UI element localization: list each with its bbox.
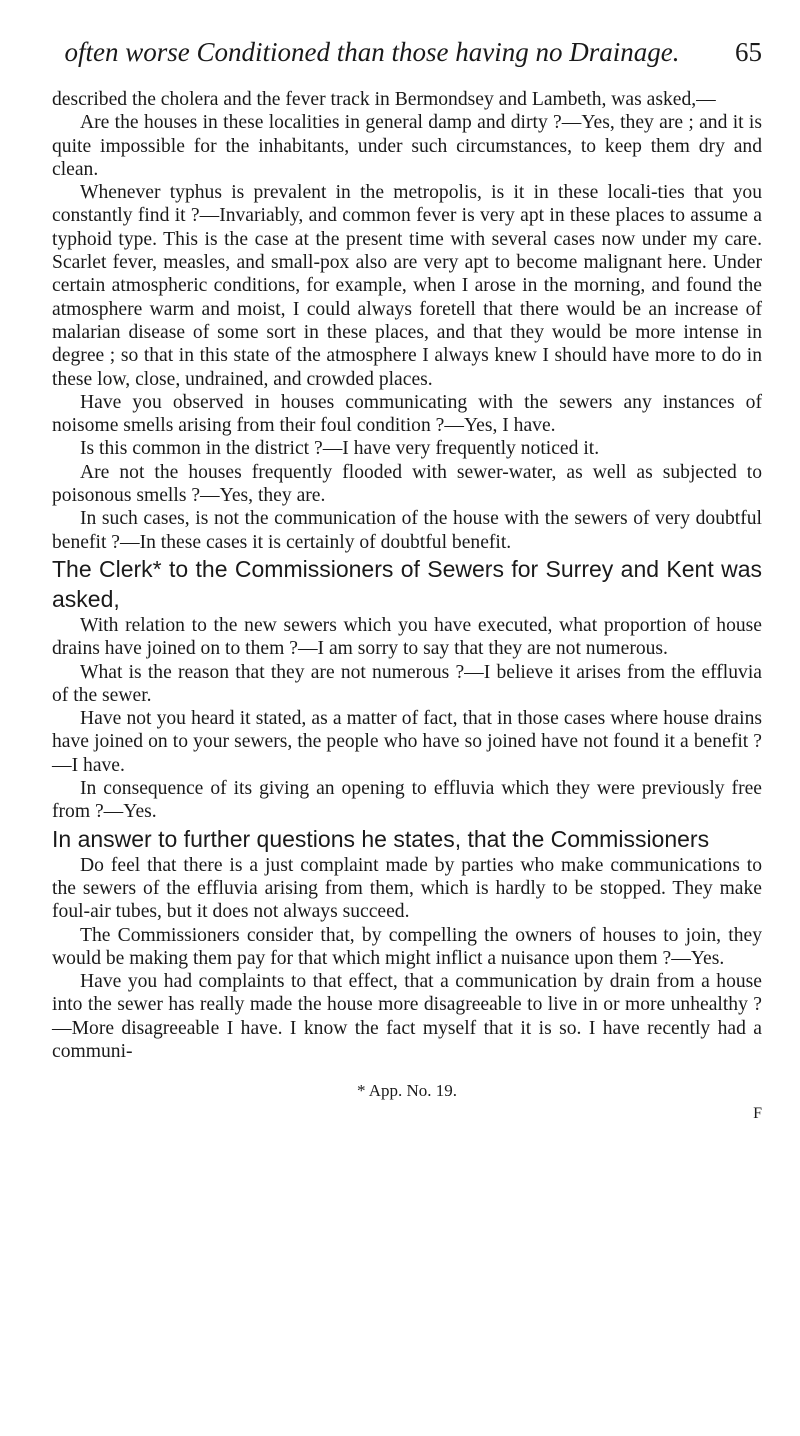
paragraph: described the cholera and the fever track in Bermondsey and Lambeth, was asked,— xyxy=(52,89,716,110)
section-heading: The Clerk* to the Commissioners of Sewers for Surrey and Kent was asked, xyxy=(52,555,762,612)
paragraph: Is this common in the district ?—I have very frequently noticed it. xyxy=(80,438,600,460)
page-number: 65 xyxy=(735,37,762,67)
paragraph: Have you observed in houses communicating with the sewers any instances of noisome smells arising from their foul condition ?—Yes, I have. xyxy=(52,391,762,437)
paragraph: Whenever typhus is prevalent in the metropolis, is it in these locali-ties that you constantly find it ?—Invariably, and common fever is very apt in these places to assume a typhoid type. This is the case at the present time with several cases now under my care. Scarlet fever, measles, and small-pox also are very apt to become malignant here. Under certain atmospheric conditions, for example, when I arose in the morning, and found the atmosphere warm and moist, I could always foretell that there would be an increase of malarian disease of some sort in these places, and that they would be more intense in degree ; so that in this state of the atmosphere I always knew I should have more to do in these low, close, undrained, and crowded places. xyxy=(52,182,762,390)
body-text xyxy=(52,88,762,1063)
footnote: * App. No. 19. xyxy=(356,1081,458,1101)
paragraph: In such cases, is not the communication of the house with the sewers of very doubtful benefit ?—In these cases it is certainly of doubtful benefit. xyxy=(52,508,762,553)
section-heading: In answer to further questions he states, that the Commissioners xyxy=(52,825,710,852)
paragraph: In consequence of its giving an opening to effluvia which they were previously free from ?—Yes. xyxy=(52,778,762,823)
paragraph: Have you had complaints to that effect, that a communication by drain from a house into the sewer has really made the house more disagreeable to live in or more unhealthy ?—More disagreeable I have. I know the fact myself that it is so. I have recently had a communi- xyxy=(52,971,762,1062)
signature-mark: F xyxy=(753,1105,762,1123)
paragraph: The Commissioners consider that, by compelling the owners of houses to join, they would be making them pay for that which might inflict a nuisance upon them ?—Yes. xyxy=(52,924,762,969)
paragraph: Have not you heard it stated, as a matter of fact, that in those cases where house drains have joined on to your sewers, the people who have so joined have not found it a benefit ?—I have. xyxy=(52,708,762,776)
paragraph: Are the houses in these localities in general damp and dirty ?—Yes, they are ; and it is quite impossible for the inhabitants, under such circumstances, to keep them dry and clean. xyxy=(52,112,762,180)
running-head xyxy=(52,26,762,78)
document-page xyxy=(52,26,762,1123)
paragraph: With relation to the new sewers which you have executed, what proportion of house drains have joined on to them ?—I am sorry to say that they are not numerous. xyxy=(52,614,762,660)
paragraph: Are not the houses frequently flooded with sewer-water, as well as subjected to poisonous smells ?—Yes, they are. xyxy=(52,461,762,507)
paragraph: What is the reason that they are not numerous ?—I believe it arises from the effluvia of the sewer. xyxy=(52,661,762,706)
paragraph: Do feel that there is a just complaint made by parties who make communications to the sewers of the effluvia arising from them, which is hardly to be stopped. They make foul-air tubes, but it does not always succeed. xyxy=(52,854,762,923)
running-title: often worse Conditioned than those having no Drainage. xyxy=(64,37,680,67)
